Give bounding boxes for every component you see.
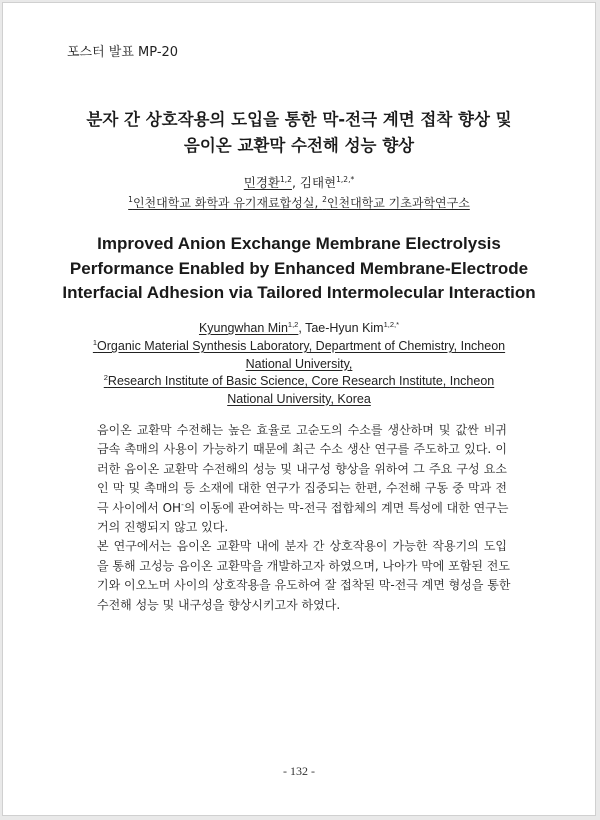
korean-title-line-1: 분자 간 상호작용의 도입을 통한 막-전극 계면 접착 향상 및: [86, 110, 512, 129]
english-title-line-3: Interfacial Adhesion via Tailored Intermolecular Interaction: [62, 283, 536, 302]
korean-affiliation-1-sup: 1: [128, 195, 133, 204]
abstract-p2-line-2: 을 통해 고성능 음이온 교환막을 개발하고자 하였으며, 나아가 막에 포함된 전도: [97, 558, 510, 573]
english-author-1: [199, 321, 298, 335]
english-affiliation-1-text: Organic Material Synthesis Laboratory, Department of Chemistry, Incheon: [97, 339, 506, 353]
abstract-p2-line-1: 본 연구에서는 음이온 교환막 내에 분자 간 상호작용이 가능한 작용기의 도입: [97, 539, 507, 554]
korean-author-1-sup: 1,2: [280, 175, 292, 184]
document-page: [2, 2, 596, 816]
abstract-p1-line-4: 인 막 및 촉매의 등 소재에 대한 연구가 집중되는 한편, 수전해 구동 중 막과 전: [97, 481, 507, 496]
abstract-p1-line-5: [97, 499, 507, 518]
english-affiliation-1-line-1: [43, 338, 555, 356]
english-affiliation-1-sup: 1: [92, 338, 98, 347]
english-affiliations: [43, 338, 555, 408]
english-author-1-name: Kyungwhan Min: [198, 321, 288, 335]
abstract-p1-line-2: 금속 촉매의 사용이 가능하기 때문에 최근 수소 생산 연구를 주도하고 있다. 이: [97, 442, 507, 457]
english-affiliation-2-sup: 2: [103, 373, 108, 382]
english-affiliation-2-text: Research Institute of Basic Science, Core Research Institute, Incheon: [107, 374, 495, 388]
korean-author-1: [244, 175, 292, 190]
abstract-p2-line-3: 기와 이오노머 사이의 상호작용을 유도하여 잘 접착된 막-전극 계면 형성을 통한: [97, 578, 511, 593]
korean-author-2-sup: 1,2,*: [336, 175, 355, 184]
korean-author-1-name: 민경환: [243, 175, 281, 190]
abstract-p1-line-6: 거의 진행되지 않고 있다.: [97, 520, 229, 535]
korean-affiliation-separator: ,: [314, 196, 323, 210]
english-affiliation-2-line-1: [43, 373, 555, 391]
korean-affiliations: [23, 194, 575, 211]
english-authors: [23, 321, 575, 335]
english-title: [33, 232, 565, 306]
korean-title-line-2: 음이온 교환막 수전해 성능 향상: [183, 136, 415, 155]
english-title-line-1: Improved Anion Exchange Membrane Electrolysis: [97, 234, 501, 253]
english-author-2-sup: 1,2,*: [383, 320, 400, 329]
abstract-p1-line-3: 러한 음이온 교환막 수전해의 성능 및 내구성 향상을 위하여 그 주요 구성 요소: [97, 461, 507, 476]
poster-label: 포스터 발표 MP-20: [67, 45, 179, 60]
korean-authors: [23, 173, 575, 191]
english-author-2-name: Tae-Hyun Kim: [305, 321, 384, 335]
english-author-separator: ,: [298, 321, 306, 335]
abstract-p1-line-5-pre: 극 사이에서 OH: [97, 500, 182, 515]
abstract-p1-line-1: 음이온 교환막 수전해는 높은 효율로 고순도의 수소를 생산하며 및 값싼 비귀: [97, 423, 507, 437]
korean-author-2-name: 김태현: [299, 175, 337, 190]
english-title-line-2: Performance Enabled by Enhanced Membrane-Electrode: [69, 258, 529, 278]
english-affiliation-2-line-2: National University, Korea: [227, 391, 371, 406]
abstract-body: [97, 421, 511, 615]
korean-affiliation-1: 인천대학교 화학과 유기재료합성실: [132, 196, 315, 210]
abstract-p1-line-5-post: 의 이동에 관여하는 막-전극 접합체의 계면 특성에 대한 연구는: [183, 500, 509, 515]
abstract-p2-line-4: 수전해 성능 및 내구성을 향상시키고자 하였다.: [97, 597, 341, 612]
page-number: - 132 -: [283, 764, 315, 778]
hydroxide-charge-sup: -: [181, 499, 184, 509]
korean-affiliation-2: 인천대학교 기초과학연구소: [326, 196, 470, 210]
english-author-1-sup: 1,2: [287, 320, 299, 329]
korean-author-separator: ,: [291, 175, 300, 190]
korean-affiliation-2-sup: 2: [322, 195, 327, 204]
korean-title: [43, 107, 555, 159]
english-affiliation-1-line-2: National University,: [245, 356, 353, 371]
